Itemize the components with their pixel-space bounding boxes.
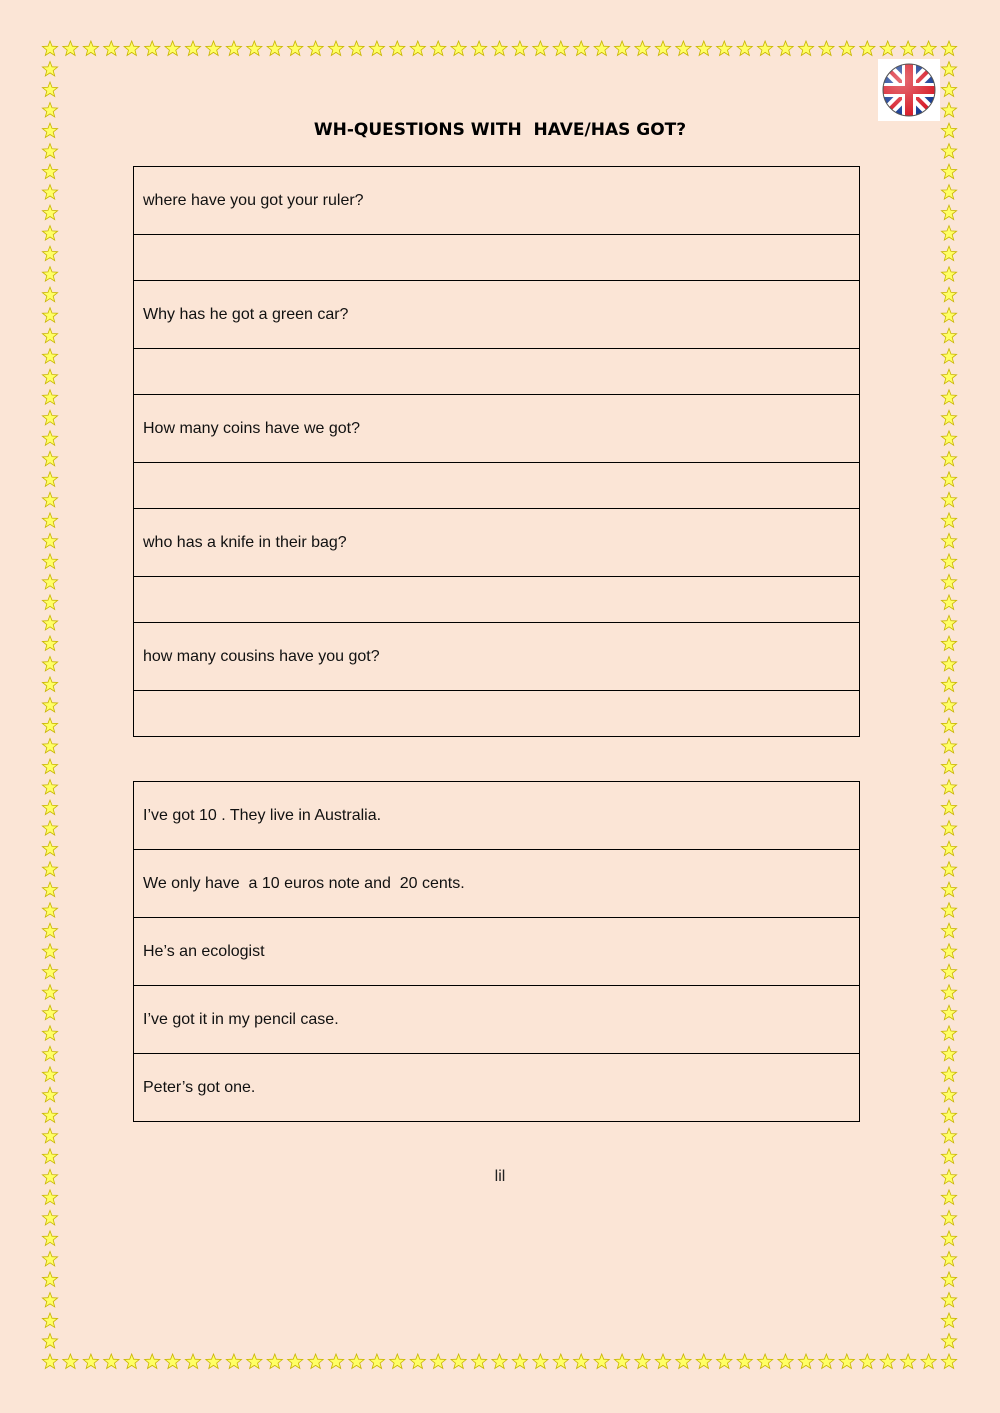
star-icon (941, 533, 956, 547)
star-icon (145, 1354, 160, 1369)
star-icon (676, 41, 691, 56)
star-icon (104, 1354, 119, 1369)
star-icon (451, 1354, 466, 1369)
page-title: WH-QUESTIONS WITH HAVE/HAS GOT? (313, 120, 687, 140)
star-icon (594, 41, 609, 56)
star-icon (42, 308, 57, 323)
star-icon (941, 1128, 956, 1143)
star-icon (42, 595, 57, 610)
star-icon (42, 821, 57, 836)
star-icon (42, 287, 57, 302)
star-icon (42, 328, 57, 343)
star-icon (941, 390, 956, 404)
star-icon (941, 62, 956, 77)
star-icon (42, 677, 57, 692)
star-icon (798, 1354, 813, 1369)
star-icon (206, 1354, 221, 1369)
star-icon (839, 1354, 854, 1369)
star-icon (42, 1108, 57, 1123)
star-icon (369, 1354, 384, 1369)
star-icon (941, 800, 956, 815)
star-icon (42, 739, 57, 754)
star-icon (42, 390, 57, 404)
star-icon (42, 944, 57, 959)
star-icon (758, 41, 773, 56)
star-icon (901, 1354, 916, 1369)
star-icon (42, 1272, 57, 1287)
star-icon (104, 41, 119, 56)
star-icon (288, 1354, 303, 1369)
star-icon (42, 267, 57, 281)
star-icon (676, 1354, 691, 1369)
star-icon (410, 1354, 425, 1369)
footer-text: lil (494, 1168, 506, 1185)
star-icon (941, 1354, 956, 1369)
star-icon (42, 985, 57, 1000)
star-icon (492, 1354, 507, 1369)
star-icon (941, 308, 956, 323)
star-icon (42, 698, 57, 713)
star-icon (819, 41, 834, 56)
question-cell: How many coins have we got? (134, 395, 860, 463)
star-icon (941, 677, 956, 692)
star-icon (42, 513, 57, 527)
question-cell: Why has he got a green car? (134, 281, 860, 349)
star-icon (124, 41, 139, 56)
star-icon (145, 41, 160, 56)
star-icon (941, 882, 956, 897)
star-icon (42, 1046, 57, 1060)
answer-cell: We only have a 10 euros note and 20 cents. (134, 850, 860, 918)
star-icon (941, 164, 956, 179)
star-icon (512, 41, 527, 56)
answer-cell: I’ve got it in my pencil case. (134, 986, 860, 1054)
star-icon (185, 41, 200, 56)
star-icon (941, 903, 956, 917)
star-icon (165, 1354, 180, 1369)
star-icon (267, 41, 282, 56)
star-icon (124, 1354, 139, 1369)
star-icon (655, 1354, 670, 1369)
star-icon (941, 1251, 956, 1266)
star-icon (42, 636, 57, 650)
star-icon (42, 246, 57, 260)
star-icon (941, 615, 956, 630)
star-icon (941, 1005, 956, 1020)
question-cell: where have you got your ruler? (134, 167, 860, 235)
star-icon (941, 1313, 956, 1327)
star-icon (941, 328, 956, 343)
answer-blank[interactable] (134, 463, 860, 509)
star-icon (42, 410, 57, 425)
star-icon (941, 862, 956, 877)
star-icon (390, 41, 405, 56)
star-icon (42, 1026, 57, 1040)
star-icon (860, 1354, 875, 1369)
star-icon (247, 1354, 262, 1369)
star-icon (941, 964, 956, 979)
star-icon (42, 759, 57, 774)
star-icon (226, 1354, 241, 1369)
star-icon (42, 533, 57, 547)
star-icon (696, 41, 711, 56)
star-icon (42, 62, 57, 77)
star-icon (941, 841, 956, 856)
star-icon (63, 1354, 78, 1369)
star-icon (778, 41, 793, 56)
star-icon (941, 1067, 956, 1082)
star-icon (247, 41, 262, 56)
star-icon (615, 41, 630, 56)
star-icon (941, 267, 956, 281)
star-icon (165, 41, 180, 56)
answer-cell: He’s an ecologist (134, 918, 860, 986)
star-icon (553, 1354, 568, 1369)
star-icon (717, 1354, 732, 1369)
star-icon (63, 41, 78, 56)
star-icon (42, 1293, 57, 1307)
star-icon (635, 1354, 650, 1369)
star-icon (941, 1087, 956, 1102)
star-icon (574, 1354, 589, 1369)
star-icon (42, 451, 57, 466)
star-icon (941, 41, 956, 56)
star-icon (941, 923, 956, 937)
star-icon (42, 1087, 57, 1102)
star-icon (941, 369, 956, 383)
question-cell: who has a knife in their bag? (134, 509, 860, 577)
star-icon (42, 82, 57, 97)
answer-cell: Peter’s got one. (134, 1054, 860, 1122)
star-icon (941, 1210, 956, 1225)
star-icon (941, 144, 956, 159)
star-icon (288, 41, 303, 56)
star-icon (42, 1231, 57, 1246)
star-icon (941, 1231, 956, 1246)
star-icon (42, 1251, 57, 1266)
star-icon (390, 1354, 405, 1369)
star-icon (42, 554, 57, 569)
star-icon (308, 1354, 323, 1369)
star-icon (941, 1272, 956, 1287)
uk-flag-icon (878, 59, 940, 121)
star-icon (941, 431, 956, 446)
star-icon (369, 41, 384, 56)
star-icon (42, 657, 57, 671)
star-icon (42, 1354, 57, 1369)
star-icon (758, 1354, 773, 1369)
star-icon (553, 41, 568, 56)
questions-table (133, 166, 860, 737)
star-icon (921, 1354, 936, 1369)
star-icon (941, 451, 956, 466)
star-icon (42, 492, 57, 507)
star-icon (941, 574, 956, 589)
star-icon (42, 472, 57, 487)
star-icon (83, 1354, 98, 1369)
star-icon (42, 780, 57, 794)
answers-table (133, 781, 860, 1122)
star-icon (778, 1354, 793, 1369)
star-icon (941, 698, 956, 713)
star-icon (410, 41, 425, 56)
star-icon (941, 985, 956, 1000)
star-icon (941, 349, 956, 364)
star-icon (431, 41, 446, 56)
star-icon (42, 1005, 57, 1020)
star-icon (83, 41, 98, 56)
star-icon (941, 246, 956, 260)
star-icon (941, 492, 956, 507)
star-icon (42, 1190, 57, 1204)
star-icon (349, 1354, 364, 1369)
star-icon (941, 739, 956, 754)
star-icon (941, 1190, 956, 1204)
star-icon (42, 800, 57, 815)
star-icon (941, 185, 956, 200)
star-icon (574, 41, 589, 56)
star-icon (860, 41, 875, 56)
star-icon (615, 1354, 630, 1369)
answer-blank[interactable] (134, 691, 860, 737)
answer-blank[interactable] (134, 577, 860, 623)
star-icon (451, 41, 466, 56)
star-icon (512, 1354, 527, 1369)
star-icon (941, 554, 956, 569)
star-icon (941, 103, 956, 118)
star-icon (42, 164, 57, 179)
star-icon (42, 1210, 57, 1225)
star-icon (941, 944, 956, 959)
star-icon (226, 41, 241, 56)
star-icon (42, 841, 57, 856)
star-icon (941, 226, 956, 241)
star-icon (42, 144, 57, 159)
star-icon (42, 185, 57, 200)
star-icon (431, 1354, 446, 1369)
star-icon (594, 1354, 609, 1369)
star-icon (42, 1128, 57, 1143)
star-icon (941, 472, 956, 487)
star-icon (472, 41, 487, 56)
star-icon (941, 657, 956, 671)
star-icon (941, 636, 956, 650)
star-icon (492, 41, 507, 56)
star-icon (42, 574, 57, 589)
answer-blank[interactable] (134, 235, 860, 281)
star-icon (941, 718, 956, 733)
star-icon (42, 1313, 57, 1327)
star-icon (42, 923, 57, 937)
star-icon (941, 1293, 956, 1307)
answer-cell: I’ve got 10 . They live in Australia. (134, 782, 860, 850)
star-icon (42, 964, 57, 979)
star-icon (328, 1354, 343, 1369)
star-icon (42, 903, 57, 917)
star-icon (42, 349, 57, 364)
star-icon (308, 41, 323, 56)
star-icon (42, 1149, 57, 1164)
star-icon (880, 1354, 895, 1369)
star-icon (349, 41, 364, 56)
star-icon (941, 205, 956, 220)
star-icon (941, 1108, 956, 1123)
star-icon (941, 513, 956, 527)
star-icon (941, 1046, 956, 1060)
star-icon (941, 1149, 956, 1164)
star-icon (941, 759, 956, 774)
star-icon (696, 1354, 711, 1369)
star-icon (472, 1354, 487, 1369)
star-icon (737, 41, 752, 56)
star-icon (901, 41, 916, 56)
star-icon (921, 41, 936, 56)
star-icon (42, 41, 57, 56)
star-icon (941, 1026, 956, 1040)
star-icon (533, 41, 548, 56)
star-icon (941, 410, 956, 425)
star-icon (185, 1354, 200, 1369)
star-icon (941, 780, 956, 794)
star-icon (42, 862, 57, 877)
star-icon (880, 41, 895, 56)
star-icon (42, 103, 57, 118)
star-icon (635, 41, 650, 56)
star-icon (798, 41, 813, 56)
star-icon (941, 595, 956, 610)
star-icon (42, 205, 57, 220)
star-icon (717, 41, 732, 56)
star-icon (42, 369, 57, 383)
star-icon (42, 226, 57, 241)
star-icon (42, 718, 57, 733)
star-icon (941, 82, 956, 97)
star-icon (42, 1334, 57, 1349)
star-icon (941, 287, 956, 302)
star-icon (819, 1354, 834, 1369)
star-icon (941, 1334, 956, 1349)
star-icon (206, 41, 221, 56)
star-icon (839, 41, 854, 56)
question-cell: how many cousins have you got? (134, 623, 860, 691)
star-icon (533, 1354, 548, 1369)
star-icon (42, 882, 57, 897)
star-icon (328, 41, 343, 56)
star-icon (42, 1067, 57, 1082)
star-icon (655, 41, 670, 56)
star-icon (267, 1354, 282, 1369)
star-icon (42, 431, 57, 446)
star-icon (941, 821, 956, 836)
answer-blank[interactable] (134, 349, 860, 395)
star-icon (737, 1354, 752, 1369)
star-icon (42, 615, 57, 630)
